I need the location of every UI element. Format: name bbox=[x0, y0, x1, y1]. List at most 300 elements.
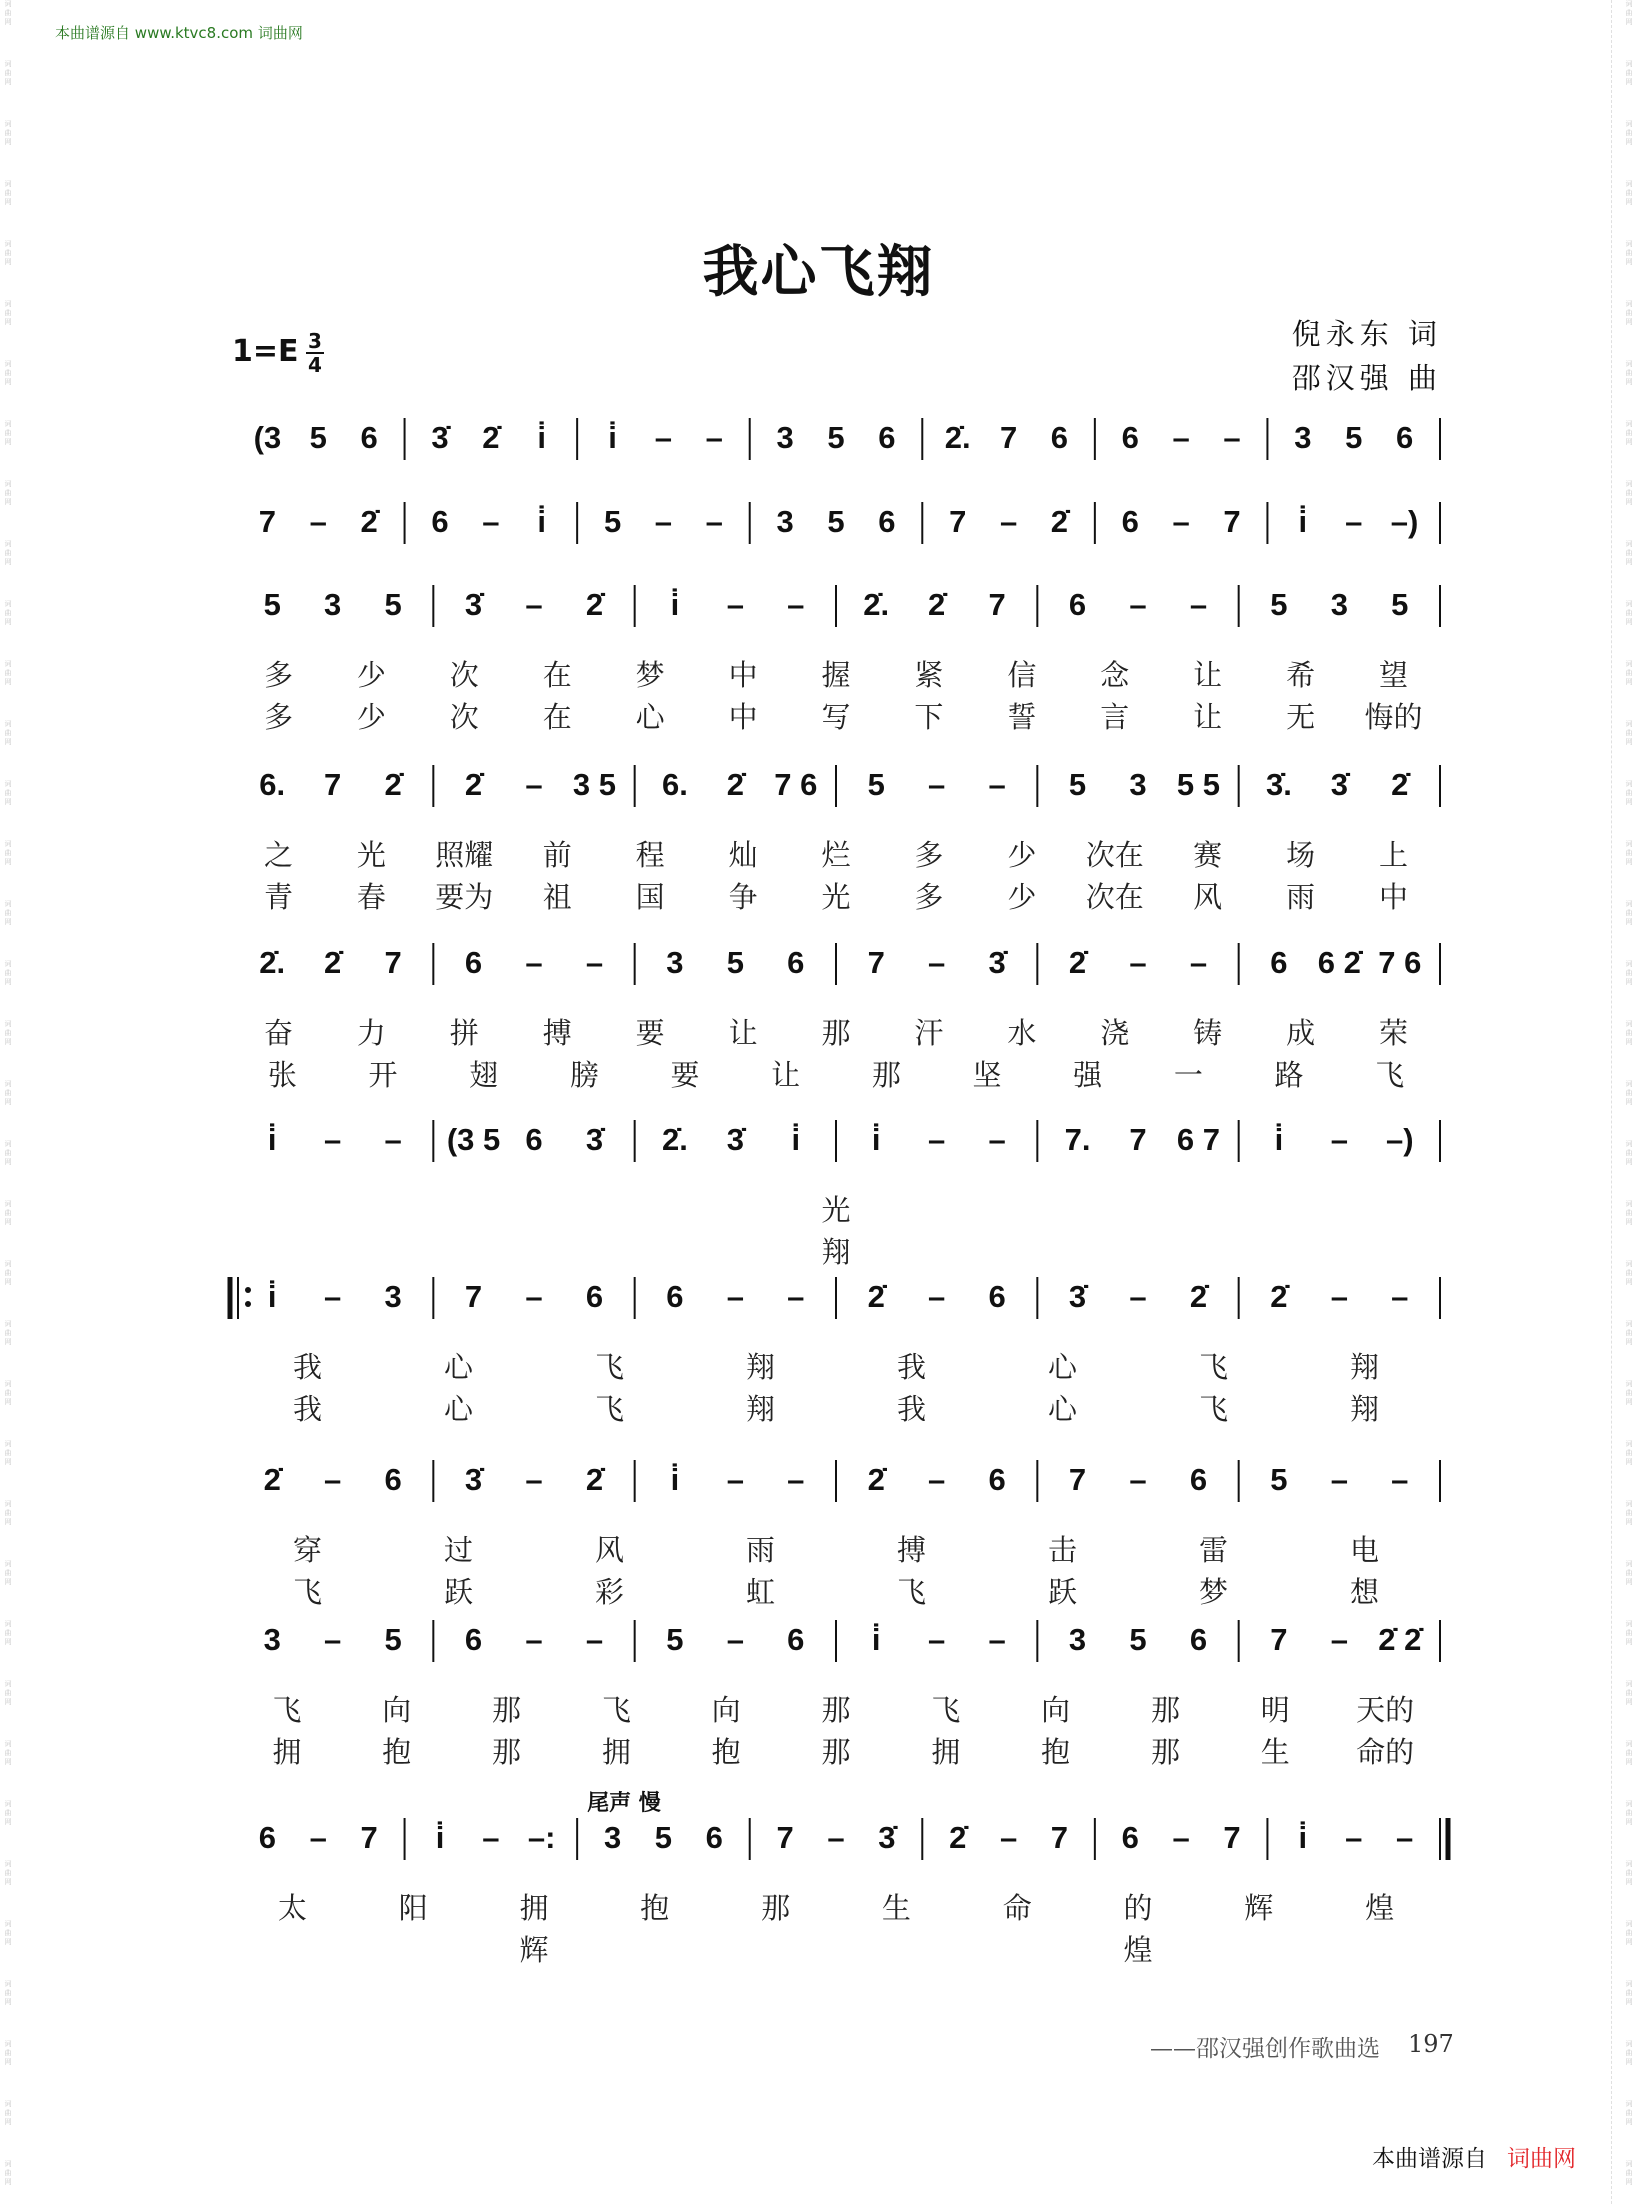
note-token: 2̇ bbox=[360, 504, 378, 539]
lyric-syllable: 写 bbox=[821, 700, 851, 734]
lyric-syllable: 念 bbox=[1100, 658, 1130, 692]
note-token: 6 bbox=[585, 1279, 604, 1314]
edge-watermark-text: 词 曲 网 bbox=[1625, 420, 1633, 446]
note-token: – bbox=[384, 1122, 402, 1157]
note-token: 6 bbox=[1395, 420, 1414, 455]
note-token: 7 bbox=[1223, 504, 1241, 539]
note-token: – bbox=[787, 1462, 805, 1497]
note-token: 5 bbox=[1270, 1462, 1288, 1497]
note-token: 5 bbox=[309, 420, 327, 455]
lyric-syllable: 春 bbox=[356, 880, 386, 914]
note-token: 3 bbox=[263, 1622, 281, 1657]
lyric-syllable: 多 bbox=[263, 658, 293, 692]
note-token: – bbox=[928, 1462, 946, 1497]
lyric-syllable: 心 bbox=[443, 1392, 474, 1426]
edge-watermark-text: 词 曲 网 bbox=[1625, 2100, 1633, 2126]
note-token: i̇ bbox=[871, 1622, 881, 1657]
note-token: – bbox=[1345, 1820, 1363, 1855]
note-token: – bbox=[928, 945, 946, 980]
edge-watermark-text: 词 曲 网 bbox=[1625, 1920, 1633, 1946]
edge-watermark-text: 词 曲 网 bbox=[1625, 0, 1633, 26]
edge-watermark-text: 词 曲 网 bbox=[4, 540, 12, 566]
note-token: 6 bbox=[525, 1122, 543, 1157]
header-source-label: 本曲谱源自 bbox=[55, 24, 131, 42]
lyric-syllable: 赛 bbox=[1193, 838, 1223, 872]
lyric-syllable: 的 bbox=[1123, 1891, 1153, 1925]
edge-watermark-text: 词 曲 网 bbox=[1625, 480, 1633, 506]
lyric-syllable: 少 bbox=[1007, 880, 1037, 914]
edge-watermark-text: 词 曲 网 bbox=[4, 2160, 12, 2186]
note-token: – bbox=[1391, 1279, 1409, 1314]
note-token: 7 bbox=[464, 1279, 483, 1314]
edge-watermark-text: 词 曲 网 bbox=[1625, 240, 1633, 266]
edge-watermark-text: 词 曲 网 bbox=[1625, 1800, 1633, 1826]
note-token: 3̇ bbox=[726, 1122, 744, 1157]
note-token: – bbox=[1129, 1279, 1147, 1314]
note-token: 2̇ bbox=[263, 1462, 281, 1497]
edge-watermark-text: 词 曲 网 bbox=[1625, 120, 1633, 146]
edge-watermark-text: 词 曲 网 bbox=[4, 1920, 12, 1946]
lyric-syllable: 我 bbox=[292, 1392, 323, 1426]
note-token: – bbox=[705, 420, 723, 455]
lyric-syllable: 希 bbox=[1286, 658, 1316, 692]
note-token: 6 bbox=[464, 1622, 483, 1657]
note-token: 3̇ bbox=[988, 945, 1006, 980]
header-source-url: www.ktvc8.com bbox=[134, 24, 254, 42]
lyric-syllable: 拥 bbox=[931, 1735, 961, 1769]
note-token: 7 bbox=[384, 945, 402, 980]
note-token: – bbox=[654, 504, 673, 539]
note-token: – bbox=[1172, 504, 1190, 539]
lyric-syllable: 让 bbox=[1193, 658, 1223, 692]
note-token: 3 bbox=[776, 504, 794, 539]
note-token: 7 bbox=[1270, 1622, 1288, 1657]
note-token: 3 bbox=[666, 945, 684, 980]
lyric-syllable: 抱 bbox=[1041, 1735, 1071, 1769]
note-token: – bbox=[1129, 1462, 1147, 1497]
note-token: – bbox=[1330, 1622, 1348, 1657]
bottom-source-site: 词曲网 bbox=[1507, 2146, 1576, 2172]
lyric-syllable: 辉 bbox=[1244, 1891, 1274, 1925]
note-token: 5 bbox=[827, 504, 845, 539]
lyric-syllable: 那 bbox=[492, 1693, 522, 1727]
lyric-syllable: 煌 bbox=[1123, 1933, 1153, 1967]
note-token: 7 bbox=[324, 767, 342, 802]
lyric-syllable: 飞 bbox=[1198, 1392, 1229, 1426]
lyric-syllable: 飞 bbox=[601, 1693, 631, 1727]
note-token: 6 bbox=[705, 1820, 723, 1855]
lyric-syllable: 少 bbox=[1007, 838, 1037, 872]
note-token: – bbox=[525, 1462, 543, 1497]
note-token: 6 bbox=[360, 420, 378, 455]
edge-watermark-text: 词 曲 网 bbox=[4, 960, 12, 986]
edge-watermark-text: 词 曲 网 bbox=[1625, 540, 1633, 566]
note-token: 7 bbox=[1129, 1122, 1147, 1157]
note-token: – bbox=[1189, 587, 1208, 622]
lyric-syllable: 铸 bbox=[1193, 1016, 1223, 1050]
lyric-syllable: 让 bbox=[728, 1016, 758, 1050]
note-token: – bbox=[482, 504, 500, 539]
note-token: 3̇ bbox=[1068, 1279, 1087, 1314]
note-token: – bbox=[1395, 1820, 1414, 1855]
lyric-syllable: 向 bbox=[382, 1693, 412, 1727]
lyric-syllable: 生 bbox=[881, 1891, 911, 1925]
note-token: 5 bbox=[384, 587, 402, 622]
edge-watermark-text: 词 曲 网 bbox=[1625, 1860, 1633, 1886]
note-token: – bbox=[309, 504, 327, 539]
note-token: 5 5 bbox=[1176, 767, 1220, 802]
lyric-syllable: 拥 bbox=[272, 1735, 302, 1769]
note-token: 7 bbox=[776, 1820, 794, 1855]
lyric-syllable: 言 bbox=[1100, 700, 1130, 734]
lyric-syllable: 想 bbox=[1349, 1575, 1380, 1609]
lyric-syllable: 那 bbox=[1150, 1693, 1180, 1727]
note-token: i̇ bbox=[1274, 1122, 1284, 1157]
lyric-syllable: 望 bbox=[1379, 658, 1409, 692]
edge-watermark-text: 词 曲 网 bbox=[4, 1560, 12, 1586]
lyric-syllable: 我 bbox=[292, 1350, 323, 1384]
edge-watermark-text: 词 曲 网 bbox=[4, 900, 12, 926]
lyric-syllable: 心 bbox=[443, 1350, 474, 1384]
note-token: – bbox=[324, 1622, 342, 1657]
lyric-syllable: 拼 bbox=[449, 1016, 479, 1050]
lyric-syllable: 向 bbox=[1041, 1693, 1071, 1727]
note-token: 3 bbox=[776, 420, 794, 455]
lyric-syllable: 飞 bbox=[272, 1693, 302, 1727]
edge-watermark-text: 词 曲 网 bbox=[4, 1140, 12, 1166]
lyric-syllable: 路 bbox=[1274, 1058, 1304, 1092]
edge-watermark-text: 词 曲 网 bbox=[1625, 960, 1633, 986]
footer-book-title: ——邵汉强创作歌曲选 bbox=[1150, 2036, 1380, 2062]
note-token: 6 bbox=[787, 1622, 805, 1657]
lyric-syllable: 那 bbox=[761, 1891, 791, 1925]
lyric-syllable: 我 bbox=[896, 1350, 927, 1384]
note-token: – bbox=[585, 1622, 604, 1657]
edge-watermark-text: 词 曲 网 bbox=[1625, 360, 1633, 386]
lyric-syllable: 张 bbox=[267, 1058, 297, 1092]
edge-watermark-text: 词 曲 网 bbox=[1625, 840, 1633, 866]
lyric-syllable: 祖 bbox=[542, 880, 572, 914]
note-token: – bbox=[726, 1462, 744, 1497]
note-token: 2̇ bbox=[867, 1462, 885, 1497]
edge-watermark-text: 词 曲 网 bbox=[1625, 1200, 1633, 1226]
note-token: –) bbox=[1385, 1122, 1414, 1157]
lyric-syllable: 成 bbox=[1286, 1016, 1316, 1050]
edge-watermark-text: 词 曲 网 bbox=[1625, 900, 1633, 926]
lyric-syllable: 飞 bbox=[1198, 1350, 1229, 1384]
note-token: – bbox=[827, 1820, 845, 1855]
lyric-syllable: 争 bbox=[728, 880, 758, 914]
note-token: 6 bbox=[464, 945, 483, 980]
note-token: – bbox=[1129, 587, 1147, 622]
lyric-syllable: 风 bbox=[594, 1533, 625, 1567]
lyric-syllable: 命的 bbox=[1356, 1735, 1415, 1769]
edge-watermark-text: 词 曲 网 bbox=[4, 300, 12, 326]
note-token: – bbox=[525, 945, 543, 980]
lyric-syllable: 力 bbox=[356, 1016, 386, 1050]
lyric-syllable: 翔 bbox=[1349, 1392, 1380, 1426]
note-token: 6 bbox=[787, 945, 805, 980]
note-token: – bbox=[988, 1122, 1006, 1157]
note-token: – bbox=[324, 1462, 342, 1497]
note-token: i̇ bbox=[1298, 504, 1308, 539]
edge-watermark-text: 词 曲 网 bbox=[1625, 600, 1633, 626]
note-token: (3 5 bbox=[446, 1122, 501, 1157]
lyric-syllable: 太 bbox=[277, 1891, 307, 1925]
lyric-syllable: 水 bbox=[1007, 1016, 1037, 1050]
lyric-syllable: 紧 bbox=[914, 658, 944, 692]
lyric-syllable: 向 bbox=[711, 1693, 741, 1727]
note-token: – bbox=[999, 504, 1018, 539]
note-token: i̇ bbox=[791, 1122, 801, 1157]
note-token: 2̇ bbox=[949, 1820, 967, 1855]
lyric-syllable: 击 bbox=[1047, 1533, 1078, 1567]
note-token: 2̇. bbox=[863, 587, 890, 622]
lyric-syllable: 要为 bbox=[435, 880, 494, 914]
lyric-syllable: 搏 bbox=[896, 1533, 927, 1567]
note-token: i̇ bbox=[267, 1279, 277, 1314]
note-token: 6 bbox=[1068, 587, 1087, 622]
note-token: 7. bbox=[1064, 1122, 1091, 1157]
note-token: i̇ bbox=[537, 504, 547, 539]
note-token: 5 bbox=[1391, 587, 1409, 622]
note-token: 6. bbox=[259, 767, 286, 802]
lyric-syllable: 翔 bbox=[821, 1235, 851, 1269]
note-token: 6 bbox=[1189, 1622, 1208, 1657]
note-token: 6 bbox=[1189, 1462, 1208, 1497]
lyric-syllable: 要 bbox=[635, 1016, 665, 1050]
lyric-syllable: 光 bbox=[356, 838, 386, 872]
note-token: – bbox=[1391, 1462, 1409, 1497]
edge-watermark-text: 词 曲 网 bbox=[4, 0, 12, 26]
lyric-syllable: 抱 bbox=[382, 1735, 412, 1769]
note-token: 3 bbox=[1330, 587, 1348, 622]
edge-watermark-text: 词 曲 网 bbox=[1625, 60, 1633, 86]
note-token: i̇ bbox=[1298, 1820, 1308, 1855]
note-token: 2̇. bbox=[259, 945, 286, 980]
edge-watermark-text: 词 曲 网 bbox=[4, 840, 12, 866]
note-token: 3̇. bbox=[1265, 767, 1292, 802]
edge-watermark-text: 词 曲 网 bbox=[4, 1740, 12, 1766]
repeat-dot bbox=[245, 1287, 251, 1293]
note-token: – bbox=[726, 1622, 744, 1657]
note-token: – bbox=[585, 945, 604, 980]
header-source-site: 词曲网 bbox=[257, 24, 303, 42]
lyric-syllable: 电 bbox=[1349, 1533, 1380, 1567]
lyric-syllable: 拥 bbox=[601, 1735, 631, 1769]
note-token: 2̇ bbox=[464, 767, 483, 802]
note-token: 7 6 bbox=[1378, 945, 1422, 980]
note-token: 2̇ 2̇ bbox=[1378, 1622, 1422, 1657]
lyric-syllable: 灿 bbox=[728, 838, 758, 872]
note-token: 3 bbox=[1068, 1622, 1087, 1657]
lyric-syllable: 悔的 bbox=[1364, 700, 1423, 734]
note-token: 5 bbox=[263, 587, 281, 622]
note-token: 5 bbox=[1270, 587, 1288, 622]
note-token: i̇ bbox=[608, 420, 617, 455]
note-token: 7 bbox=[988, 587, 1006, 622]
note-token: – bbox=[1223, 420, 1241, 455]
note-token: – bbox=[525, 587, 543, 622]
note-token: 6 bbox=[666, 1279, 684, 1314]
note-token: 6 bbox=[258, 1820, 277, 1855]
note-token: 2̇ bbox=[867, 1279, 885, 1314]
lyric-syllable: 青 bbox=[263, 880, 293, 914]
lyric-syllable: 之 bbox=[263, 838, 293, 872]
note-token: 5 bbox=[384, 1622, 402, 1657]
note-token: i̇ bbox=[435, 1820, 445, 1855]
lyric-syllable: 天的 bbox=[1356, 1693, 1415, 1727]
lyric-syllable: 强 bbox=[1073, 1058, 1103, 1092]
note-token: – bbox=[1330, 1122, 1348, 1157]
note-token: 5 bbox=[654, 1820, 673, 1855]
note-token: 6 bbox=[988, 1462, 1006, 1497]
note-token: – bbox=[787, 587, 805, 622]
lyric-syllable: 那 bbox=[871, 1058, 901, 1092]
lyric-syllable: 中 bbox=[1379, 880, 1409, 914]
lyric-syllable: 信 bbox=[1007, 658, 1037, 692]
edge-watermark-text: 词 曲 网 bbox=[4, 660, 12, 686]
note-token: 6 bbox=[878, 504, 896, 539]
lyric-syllable: 心 bbox=[1047, 1392, 1078, 1426]
note-token: 7 bbox=[999, 420, 1018, 455]
edge-watermark-text: 词 曲 网 bbox=[4, 1500, 12, 1526]
note-token: 3̇ bbox=[464, 1462, 483, 1497]
note-token: 6. bbox=[661, 767, 688, 802]
edge-watermark-text: 词 曲 网 bbox=[1625, 1140, 1633, 1166]
lyric-syllable: 心 bbox=[635, 700, 665, 734]
lyric-syllable: 抱 bbox=[711, 1735, 741, 1769]
lyric-syllable: 光 bbox=[821, 880, 851, 914]
note-token: i̇ bbox=[670, 1462, 680, 1497]
edge-watermark-text: 词 曲 网 bbox=[4, 720, 12, 746]
lyric-syllable: 场 bbox=[1286, 838, 1316, 872]
repeat-dot bbox=[245, 1301, 251, 1307]
edge-watermark-text: 词 曲 网 bbox=[4, 360, 12, 386]
lyric-syllable: 多 bbox=[914, 880, 944, 914]
edge-watermark-text: 词 曲 网 bbox=[4, 180, 12, 206]
note-token: – bbox=[1129, 945, 1147, 980]
note-token: 7 bbox=[1068, 1462, 1087, 1497]
edge-watermark-text: 词 曲 网 bbox=[4, 1440, 12, 1466]
edge-watermark-text: 词 曲 网 bbox=[4, 240, 12, 266]
lyric-syllable: 那 bbox=[1150, 1735, 1180, 1769]
note-token: – bbox=[726, 1279, 744, 1314]
lyric-syllable: 握 bbox=[821, 658, 851, 692]
lyric-syllable: 彩 bbox=[594, 1575, 625, 1609]
note-token: 5 bbox=[603, 504, 622, 539]
note-token: – bbox=[1330, 1279, 1348, 1314]
lyric-syllable: 抱 bbox=[640, 1891, 670, 1925]
edge-watermark-text: 词 曲 网 bbox=[1625, 1020, 1633, 1046]
lyric-syllable: 次 bbox=[449, 700, 479, 734]
edge-watermark-text: 词 曲 网 bbox=[4, 1800, 12, 1826]
note-token: – bbox=[1345, 504, 1363, 539]
lyric-syllable: 飞 bbox=[594, 1350, 625, 1384]
note-token: 5 bbox=[827, 420, 845, 455]
note-token: 5 bbox=[867, 767, 885, 802]
edge-watermark-text: 词 曲 网 bbox=[4, 600, 12, 626]
lyric-syllable: 奋 bbox=[263, 1016, 293, 1050]
lyric-syllable: 坚 bbox=[972, 1058, 1002, 1092]
note-token: – bbox=[654, 420, 673, 455]
note-token: 2̇ bbox=[585, 1462, 604, 1497]
edge-watermark-text: 词 曲 网 bbox=[4, 1020, 12, 1046]
note-token: 6 bbox=[1121, 1820, 1139, 1855]
lyric-syllable: 那 bbox=[821, 1735, 851, 1769]
edge-watermark-text: 词 曲 网 bbox=[1625, 1500, 1633, 1526]
edge-watermark-text: 词 曲 网 bbox=[4, 1200, 12, 1226]
lyric-syllable: 膀 bbox=[569, 1058, 599, 1092]
note-token: – bbox=[525, 1279, 543, 1314]
lyric-syllable: 多 bbox=[263, 700, 293, 734]
note-token: 7 bbox=[258, 504, 277, 539]
note-token: 3 5 bbox=[572, 767, 616, 802]
edge-watermark-text: 词 曲 网 bbox=[4, 1860, 12, 1886]
key-signature: 1=E bbox=[232, 334, 299, 369]
lyric-syllable: 在 bbox=[542, 700, 572, 734]
meter-top: 3 bbox=[308, 329, 322, 353]
note-token: 3̇ bbox=[1330, 767, 1348, 802]
note-token: 7 6 bbox=[774, 767, 818, 802]
edge-watermark-text: 词 曲 网 bbox=[4, 1980, 12, 2006]
note-token: – bbox=[726, 587, 744, 622]
lyric-syllable: 在 bbox=[542, 658, 572, 692]
lyric-syllable: 阳 bbox=[398, 1891, 428, 1925]
lyric-syllable: 翔 bbox=[1349, 1350, 1380, 1384]
note-token: 5 bbox=[666, 1622, 684, 1657]
edge-watermark-text: 词 曲 网 bbox=[4, 2100, 12, 2126]
bottom-source-label: 本曲谱源自 bbox=[1372, 2146, 1487, 2172]
note-token: – bbox=[928, 1622, 946, 1657]
lyric-syllable: 那 bbox=[821, 1016, 851, 1050]
edge-watermark-text: 词 曲 网 bbox=[4, 120, 12, 146]
note-token: 5 bbox=[1129, 1622, 1147, 1657]
note-token: 3 bbox=[1294, 420, 1312, 455]
lyric-syllable: 汗 bbox=[914, 1016, 944, 1050]
note-token: 3̇ bbox=[585, 1122, 604, 1157]
lyric-syllable: 要 bbox=[670, 1058, 700, 1092]
note-token: i̇ bbox=[670, 587, 680, 622]
note-token: 6 bbox=[1121, 420, 1139, 455]
edge-watermark-text: 词 曲 网 bbox=[4, 2040, 12, 2066]
lyric-syllable: 浇 bbox=[1100, 1016, 1130, 1050]
note-token: 2̇ bbox=[1050, 504, 1069, 539]
edge-watermark-text: 词 曲 网 bbox=[1625, 2160, 1633, 2186]
note-token: – bbox=[928, 1279, 946, 1314]
lyric-syllable: 照耀 bbox=[435, 838, 494, 872]
note-token: – bbox=[309, 1820, 327, 1855]
lyric-syllable: 次在 bbox=[1085, 838, 1144, 872]
note-token: – bbox=[705, 504, 723, 539]
lyric-syllable: 让 bbox=[1193, 700, 1223, 734]
lyric-syllable: 翔 bbox=[745, 1392, 776, 1426]
note-token: 2̇. bbox=[944, 420, 971, 455]
edge-watermark-text: 词 曲 网 bbox=[4, 60, 12, 86]
note-token: – bbox=[1172, 1820, 1190, 1855]
lyric-syllable: 多 bbox=[914, 838, 944, 872]
edge-watermark-text: 词 曲 网 bbox=[1625, 1620, 1633, 1646]
note-token: 3 bbox=[603, 1820, 622, 1855]
lyric-syllable: 那 bbox=[821, 1693, 851, 1727]
note-token: 6 bbox=[1050, 420, 1069, 455]
note-token: (3 bbox=[253, 420, 282, 455]
lyric-syllable: 飞 bbox=[896, 1575, 927, 1609]
lyric-syllable: 下 bbox=[914, 700, 944, 734]
lyricist: 倪永东 词 bbox=[1291, 317, 1442, 351]
lyric-syllable: 飞 bbox=[594, 1392, 625, 1426]
note-token: 3̇ bbox=[878, 1820, 896, 1855]
